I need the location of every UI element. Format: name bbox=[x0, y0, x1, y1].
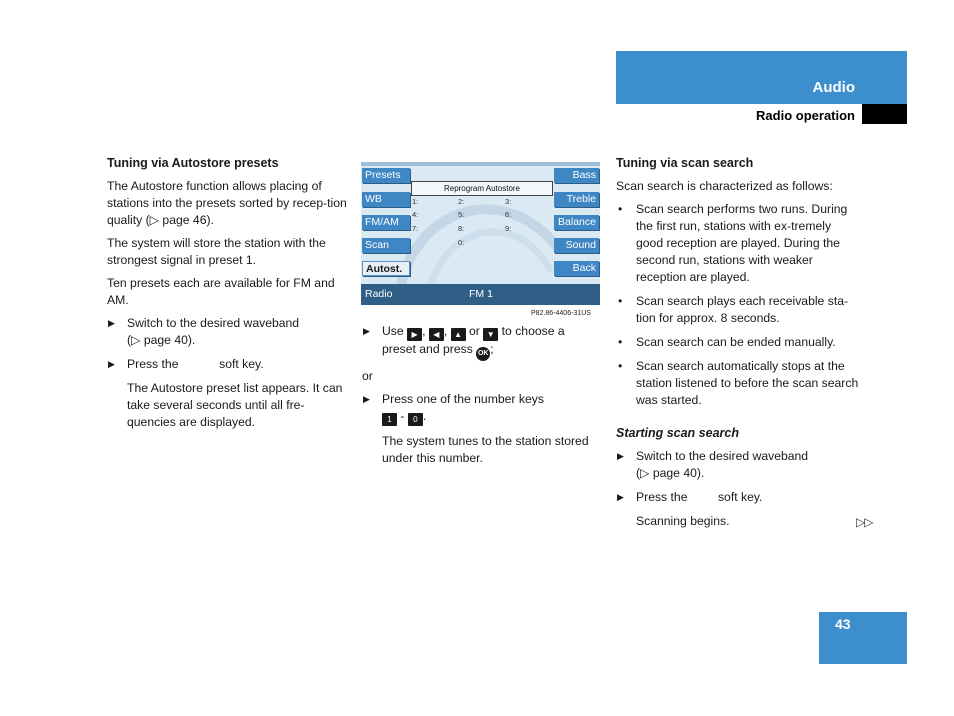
right-arrow-key-icon: ▶ bbox=[407, 328, 422, 341]
preset-slot: 3: bbox=[505, 197, 512, 206]
right-bullet-text: Scan search plays each receivable sta-tion for approx. 8 seconds. bbox=[636, 294, 849, 325]
left-step-1-text: Switch to the desired waveband bbox=[127, 316, 300, 330]
screen-btn-fmam: FM/AM bbox=[362, 215, 410, 230]
right-step-2 bbox=[616, 489, 861, 506]
right-bullet: • Scan search can be ended manually. bbox=[618, 335, 836, 349]
preset-slot: 4: bbox=[412, 210, 419, 219]
screen-btn-treble: Treble bbox=[554, 192, 599, 207]
right-bullet: • Scan search plays each receivable sta-tion for approx. 8 seconds. bbox=[618, 294, 849, 325]
screen-btn-scan: Scan bbox=[362, 238, 410, 253]
right-bullet-text: Scan search can be ended manually. bbox=[636, 335, 836, 349]
down-arrow-key-icon: ▼ bbox=[483, 328, 498, 341]
subsection-marker bbox=[862, 104, 907, 124]
status-mode: Radio bbox=[365, 288, 393, 300]
screen-btn-back: Back bbox=[554, 261, 599, 276]
middle-step-1-line2: preset and press bbox=[382, 342, 473, 356]
screen-btn-bass: Bass bbox=[554, 168, 599, 183]
screen-list-title: Reprogram Autostore bbox=[411, 181, 553, 196]
left-heading: Tuning via Autostore presets bbox=[107, 156, 279, 170]
page-number-box bbox=[819, 612, 907, 664]
middle-step-1-rest: to choose a bbox=[501, 324, 565, 338]
subsection-title: Radio operation bbox=[756, 108, 855, 123]
right-intro: Scan search is characterized as follows: bbox=[616, 179, 833, 193]
preset-slot: 1: bbox=[412, 197, 419, 206]
left-paragraph-2: The system will store the station with the strongest signal in preset 1. bbox=[107, 236, 326, 267]
step-arrow-icon: ▶ bbox=[617, 492, 624, 502]
preset-slot: 2: bbox=[458, 197, 465, 206]
right-bullet-text: Scan search performs two runs. During the first run, stations with ex-tremely good reception are played. During the second run, stations with weaker reception are played. bbox=[636, 202, 848, 284]
right-bullet-text: Scan search automatically stops at the station listened to before the scan search was started. bbox=[636, 359, 859, 407]
right-note: Scanning begins. bbox=[636, 514, 730, 528]
right-step-1-ref: (▷ page 40). bbox=[636, 466, 705, 480]
preset-slot: 8: bbox=[458, 224, 465, 233]
right-column bbox=[616, 155, 861, 537]
middle-step-1-use: Use bbox=[382, 324, 404, 338]
continued-icon: ▷▷ bbox=[856, 515, 873, 529]
step-arrow-icon: ▶ bbox=[617, 451, 624, 461]
right-subheading: Starting scan search bbox=[616, 426, 739, 440]
step-arrow-icon: ▶ bbox=[108, 318, 115, 328]
step-arrow-icon: ▶ bbox=[363, 326, 370, 336]
right-heading: Tuning via scan search bbox=[616, 156, 754, 170]
middle-step-1: ▶ Use ▶ , ◀ , ▲ or ▼ to choose a preset and press OK ; bbox=[362, 323, 602, 361]
left-paragraph-1: The Autostore function allows placing of stations into the presets sorted by recep-tion quality (▷ page 46). bbox=[107, 179, 347, 227]
status-band: FM 1 bbox=[469, 288, 493, 300]
section-header bbox=[616, 51, 907, 104]
screen-btn-autost: Autost. bbox=[362, 261, 410, 276]
number-key-one-icon: 1 bbox=[382, 413, 397, 426]
right-step-1 bbox=[616, 448, 861, 482]
screen-status-bar bbox=[361, 284, 600, 305]
preset-slot: 6: bbox=[505, 210, 512, 219]
left-note: The Autostore preset list appears. It can take several seconds until all fre-quencies are displayed. bbox=[127, 381, 343, 429]
section-title: Audio bbox=[812, 79, 855, 96]
subsection-header bbox=[616, 104, 907, 124]
left-paragraph-3: Ten presets each are available for FM and AM. bbox=[107, 276, 335, 307]
right-step-2-text: Press the soft key. bbox=[636, 490, 763, 504]
middle-step-2-text: Press one of the number keys bbox=[382, 392, 544, 406]
right-bullet: • Scan search automatically stops at the station listened to before the scan search was started. bbox=[618, 359, 859, 407]
preset-slot: 7: bbox=[412, 224, 419, 233]
left-step-2-text: Press the soft key. bbox=[127, 357, 264, 371]
figure-number: P82.86-4406-31US bbox=[531, 310, 591, 317]
page-number: 43 bbox=[835, 616, 851, 632]
up-arrow-key-icon: ▲ bbox=[451, 328, 466, 341]
step-arrow-icon: ▶ bbox=[108, 359, 115, 369]
right-bullet: • Scan search performs two runs. During the first run, stations with ex-tremely good reception are played. During the second run, stations with weaker reception are played. bbox=[618, 202, 848, 284]
middle-or: or bbox=[362, 369, 373, 383]
preset-slot: 5: bbox=[458, 210, 465, 219]
right-step-1-text: Switch to the desired waveband bbox=[636, 449, 809, 463]
radio-screen-figure bbox=[361, 162, 600, 305]
screen-btn-presets: Presets bbox=[362, 168, 410, 183]
preset-slot: 0: bbox=[458, 238, 465, 247]
screen-btn-wb: WB bbox=[362, 192, 410, 207]
left-step-1-ref: (▷ page 40). bbox=[127, 333, 196, 347]
screen-btn-balance: Balance bbox=[554, 215, 599, 230]
middle-note: The system tunes to the station stored under this number. bbox=[382, 434, 589, 465]
left-column bbox=[107, 155, 347, 438]
number-key-zero-icon: 0 bbox=[408, 413, 423, 426]
left-arrow-key-icon: ◀ bbox=[429, 328, 444, 341]
step-arrow-icon: ▶ bbox=[363, 394, 370, 404]
middle-step-1-or: or bbox=[469, 324, 480, 338]
left-step-1 bbox=[107, 315, 347, 349]
left-step-2 bbox=[107, 356, 347, 373]
screen-btn-sound: Sound bbox=[554, 238, 599, 253]
ok-key-icon: OK bbox=[476, 347, 490, 361]
middle-step-2: ▶ Press one of the number keys 1 - 0 . bbox=[363, 392, 544, 424]
middle-column bbox=[362, 323, 602, 474]
preset-slot: 9: bbox=[505, 224, 512, 233]
